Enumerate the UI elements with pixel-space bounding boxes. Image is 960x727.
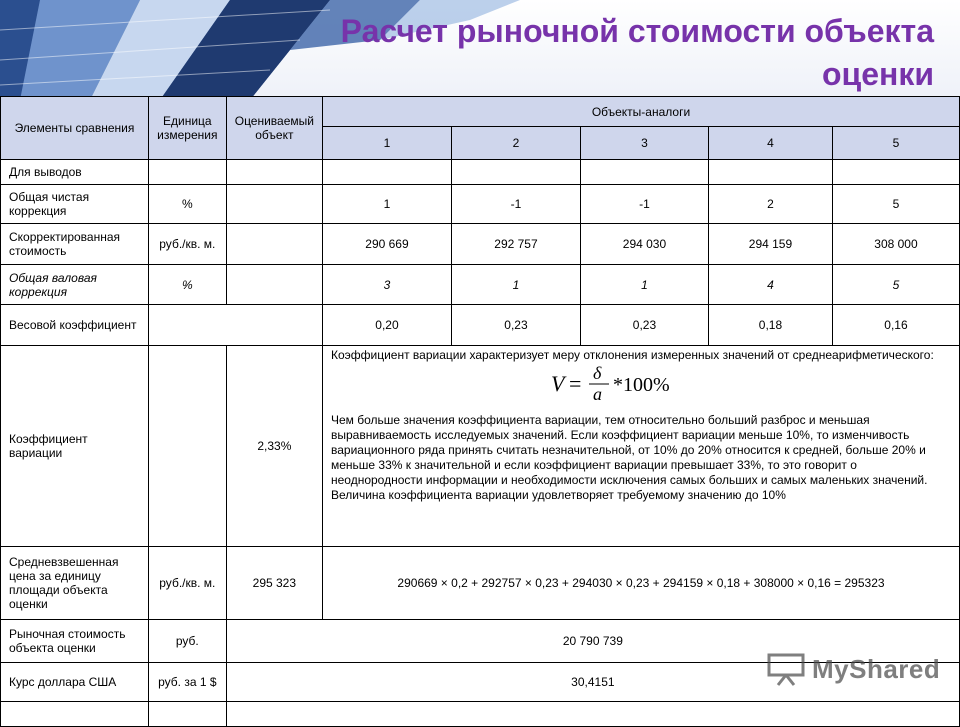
- table-row: [1, 346, 960, 547]
- cell-value: 5: [832, 265, 959, 305]
- cell-value: 30,4151: [226, 663, 959, 702]
- cell-value: 0,18: [708, 305, 832, 346]
- cell-value: 292 757: [451, 224, 580, 265]
- table-row: [1, 305, 960, 346]
- variation-body: Чем больше значения коэффициента вариации, тем относительно больший разброс и меньшая выравниваемость исследуемых значений. Если коэффициент вариации меньше 10%, то изменчивость вариационного ряда принять считать незначительной, от 10% до 20% относится к средней, больше 20% и меньше 33% к значительной и если коэффициент вариации превышает 33%, то это говорит о неоднородности информации и необходимости исключения самых больших и самых маленьких значений.: [330, 413, 928, 487]
- header-row: [1, 97, 960, 127]
- cell-value: 3: [322, 265, 451, 305]
- variation-conclusion: Величина коэффициента вариации удовлетворяет требуемому значению до 10%: [330, 488, 786, 502]
- svg-text:V: V: [550, 371, 565, 396]
- comparison-table: [0, 96, 960, 727]
- watermark: [766, 652, 940, 686]
- cell-value: 294 030: [580, 224, 708, 265]
- header-elements: Элементы сравнения: [1, 97, 149, 160]
- row-unit: руб. за 1 $: [148, 663, 226, 702]
- calculation-formula: 290669 × 0,2 + 292757 × 0,23 + 294030 × 0,23 + 294159 × 0,18 + 308000 × 0,16 = 295323: [322, 547, 959, 620]
- cell-value: 20 790 739: [226, 620, 959, 663]
- analog-number: 4: [708, 127, 832, 160]
- header-object: Оцениваемый объект: [226, 97, 322, 160]
- table-row: [1, 702, 960, 727]
- row-label: Общая чистая коррекция: [1, 185, 149, 224]
- row-unit: руб./кв. м.: [148, 224, 226, 265]
- header-analogs: Объекты-аналоги: [322, 97, 959, 127]
- row-unit: руб./кв. м.: [148, 547, 226, 620]
- row-label: Курс доллара США: [1, 663, 149, 702]
- row-unit: %: [148, 265, 226, 305]
- cell-value: 294 159: [708, 224, 832, 265]
- cell-value: 290 669: [322, 224, 451, 265]
- row-unit: руб.: [148, 620, 226, 663]
- row-label: Для выводов: [1, 160, 149, 185]
- variation-intro: Коэффициент вариации характеризует меру отклонения измеренных значений от среднеарифметического:: [330, 348, 934, 362]
- cell-value: 1: [451, 265, 580, 305]
- analog-number: 1: [322, 127, 451, 160]
- cell-value: 2,33%: [226, 346, 322, 547]
- cell-value: 0,20: [322, 305, 451, 346]
- cell-value: 0,23: [451, 305, 580, 346]
- svg-text:a: a: [592, 384, 602, 403]
- cell-value: 295 323: [226, 547, 322, 620]
- cell-value: 1: [322, 185, 451, 224]
- svg-text:=: =: [568, 371, 582, 396]
- presentation-icon: [766, 652, 806, 686]
- cell-value: 308 000: [832, 224, 959, 265]
- cell-value: 1: [580, 265, 708, 305]
- page-title: Расчет рыночной стоимости объекта оценки: [340, 13, 934, 92]
- cell-value: 0,23: [580, 305, 708, 346]
- table-row: [1, 265, 960, 305]
- cell-value: 5: [832, 185, 959, 224]
- cell-value: 4: [708, 265, 832, 305]
- variation-description: [322, 346, 959, 547]
- row-label: Коэффициент вариации: [1, 346, 149, 547]
- analog-number: 2: [451, 127, 580, 160]
- svg-text:δ: δ: [592, 363, 602, 383]
- row-label: Средневзвешенная цена за единицу площади объекта оценки: [1, 547, 149, 620]
- analog-number: 5: [832, 127, 959, 160]
- cell-value: -1: [451, 185, 580, 224]
- row-label: Рыночная стоимость объекта оценки: [1, 620, 149, 663]
- table-row: [1, 547, 960, 620]
- cell-value: 2: [708, 185, 832, 224]
- header-unit: Единица измерения: [148, 97, 226, 160]
- row-label: Общая валовая коррекция: [1, 265, 149, 305]
- row-unit: %: [148, 185, 226, 224]
- variation-formula: [331, 363, 951, 403]
- analog-number: 3: [580, 127, 708, 160]
- table-row: [1, 185, 960, 224]
- row-label: Весовой коэффициент: [1, 305, 149, 346]
- svg-text:*100%: *100%: [612, 374, 670, 396]
- cell-value: -1: [580, 185, 708, 224]
- cell-value: 0,16: [832, 305, 959, 346]
- table-row: [1, 224, 960, 265]
- row-label: Скорректированная стоимость: [1, 224, 149, 265]
- table-row: [1, 160, 960, 185]
- watermark-text: MyShared: [812, 653, 941, 684]
